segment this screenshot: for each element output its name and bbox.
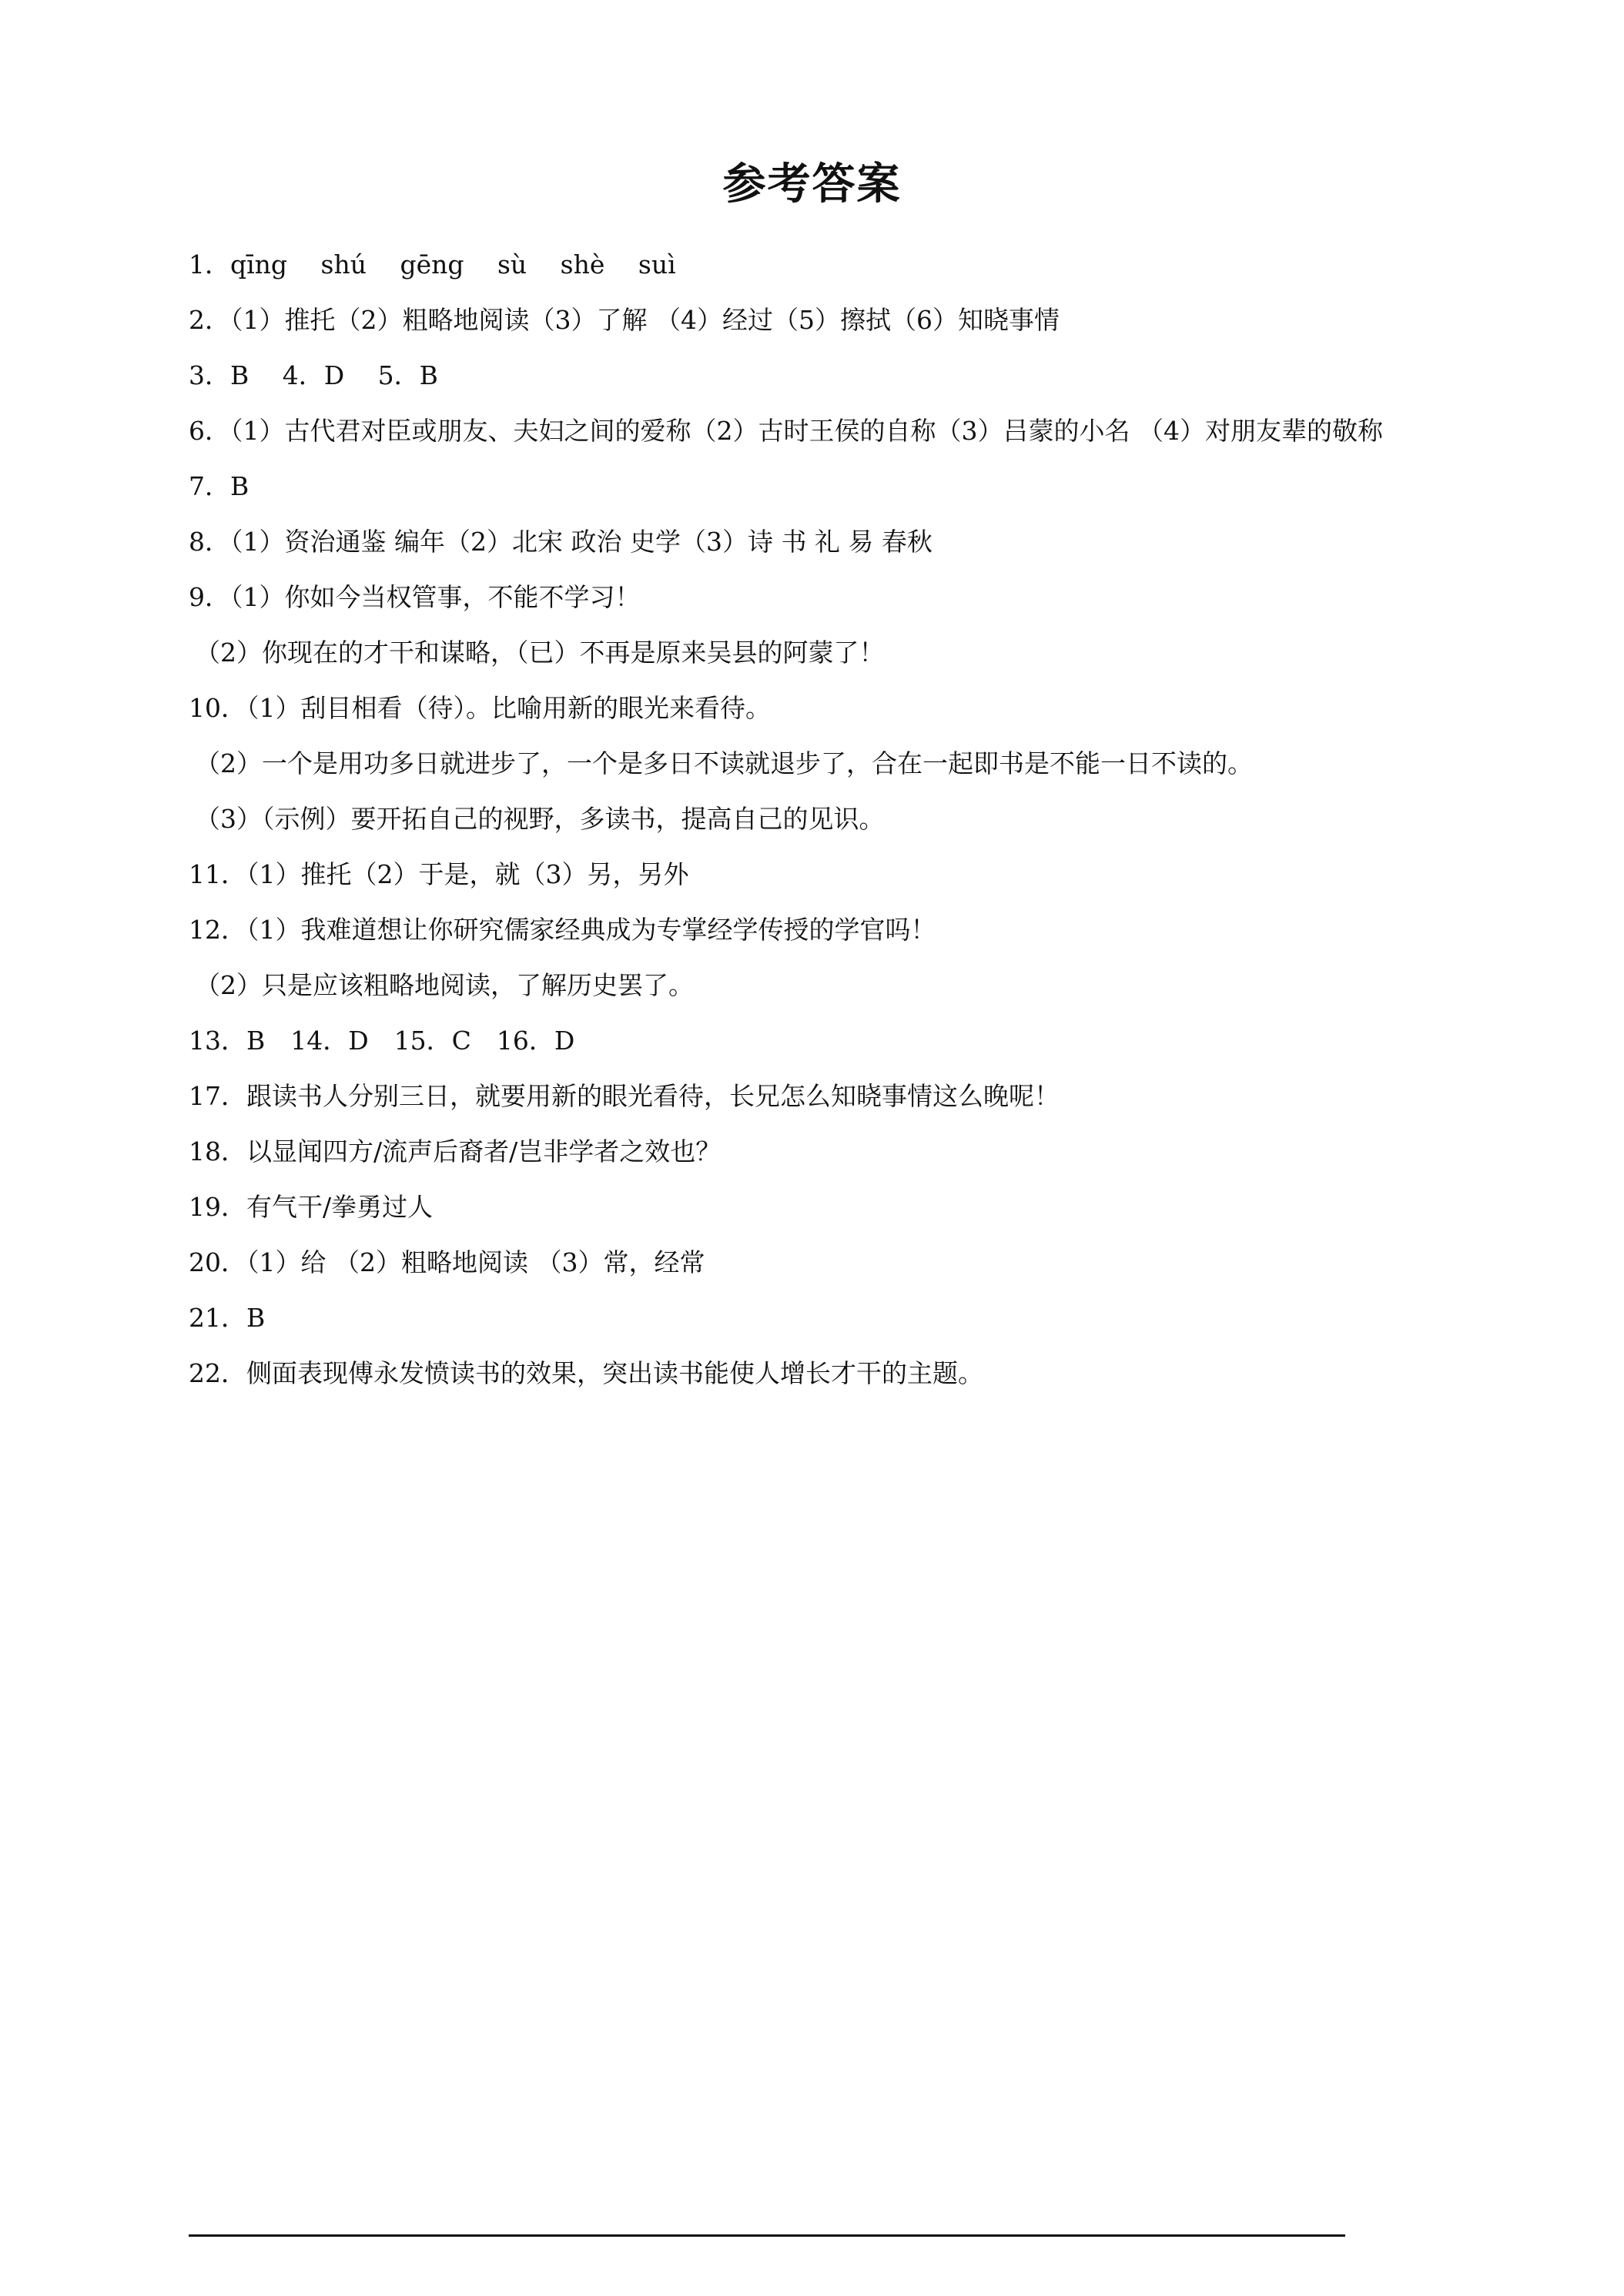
answer-line: 6．（1）古代君对臣或朋友、夫妇之间的爱称（2）古时王侯的自称（3）吕蒙的小名 （4）对朋友辈的敬称 <box>189 416 1383 446</box>
answer-line: 17．跟读书人分别三日，就要用新的眼光看待，长兄怎么知晓事情这么晚呢！ <box>189 1081 1060 1111</box>
page-title: 参考答案 <box>722 159 902 209</box>
answer-line: 21．B <box>189 1303 266 1333</box>
answer-list <box>189 237 1452 1401</box>
answer-line: 12．（1）我难道想让你研究儒家经典成为专掌经学传授的学官吗！ <box>189 915 936 945</box>
answer-line: 3．B 4．D 5．B <box>189 360 438 390</box>
footer-divider <box>189 2234 1345 2237</box>
answer-line: 20．（1）给 （2）粗略地阅读 （3）常，经常 <box>189 1247 705 1277</box>
answer-line: 18．以显闻四方/流声后裔者/岂非学者之效也？ <box>189 1136 722 1166</box>
answer-line: （2）只是应该粗略地阅读，了解历史罢了。 <box>195 970 694 1000</box>
answer-line: 10．（1）刮目相看（待）。比喻用新的眼光来看待。 <box>189 693 771 723</box>
answer-line: 2．（1）推托（2）粗略地阅读（3）了解 （4）经过（5）擦拭（6）知晓事情 <box>189 305 1060 335</box>
answer-line: （3）（示例）要开拓自己的视野，多读书，提高自己的见识。 <box>195 804 885 834</box>
answer-line: （2）一个是用功多日就进步了，一个是多日不读就退步了，合在一起即书是不能一日不读的。 <box>195 748 1253 778</box>
answer-line: 11．（1）推托（2）于是，就（3）另，另外 <box>189 859 689 889</box>
answer-line: 9．（1）你如今当权管事，不能不学习！ <box>189 582 641 612</box>
answer-line: 8．（1）资治通鉴 编年（2）北宋 政治 史学（3）诗 书 礼 易 春秋 <box>189 527 933 557</box>
answer-line: 7．B <box>189 471 249 501</box>
answer-line: 22．侧面表现傅永发愤读书的效果，突出读书能使人增长才干的主题。 <box>189 1358 983 1388</box>
answer-line: （2）你现在的才干和谋略，（已）不再是原来吴县的阿蒙了！ <box>195 638 885 668</box>
answer-line: 13．B 14．D 15．C 16．D <box>189 1026 575 1056</box>
answer-line: 1．qīng shú gēng sù shè suì <box>189 249 676 279</box>
answer-line: 19．有气干/拳勇过人 <box>189 1192 434 1222</box>
